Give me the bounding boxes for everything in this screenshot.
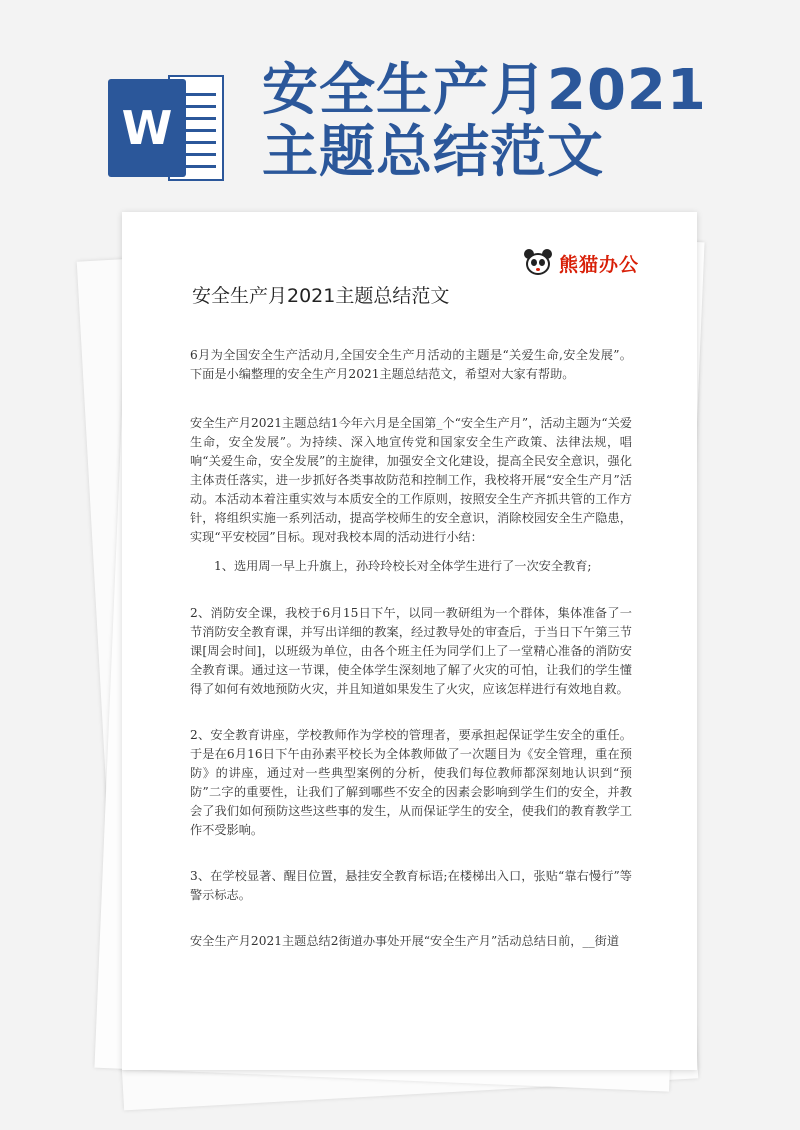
- paragraph-fire-safety: 2、消防安全课，我校于6月15日下午，以同一教研组为一个群体，集体准备了一节消防安全教育课，并写出详细的教案，经过教导处的审查后，于当日下午第三节课[周会时间]，以班级为单位，由各个班主任为同学们上了一堂精心准备的消防安全教育课。通过这一节课，使全体学生深刻地了解了火灾的可怕，让我们的学生懂得了如何有效地预防火灾，并且知道如果发生了火灾，应该怎样进行有效地自救。: [190, 606, 632, 696]
- document-page: [122, 212, 697, 1070]
- header-banner: [0, 0, 800, 210]
- brand-logo: [523, 246, 639, 280]
- page-title: 安全生产月2021主题总结范文: [192, 285, 450, 307]
- brand-name: 熊猫办公: [558, 253, 639, 276]
- paragraph-signage: 3、在学校显著、醒目位置，悬挂安全教育标语;在楼梯出入口，张贴“靠右慢行”等警示标志。: [190, 869, 632, 902]
- paragraph-item-1: 1、选用周一早上升旗上，孙玲玲校长对全体学生进行了一次安全教育;: [214, 559, 592, 573]
- document-title: 安全生产月2021主题总结范文: [262, 58, 707, 185]
- word-document-icon: [108, 75, 224, 181]
- paragraph-safety-lecture: 2、安全教育讲座，学校教师作为学校的管理者，要承担起保证学生安全的重任。于是在6月16日下午由孙素平校长为全体教师做了一次题目为《安全管理，重在预防》的讲座，通过对一些典型案例的分析，使我们每位教师都深刻地认识到“预防”二字的重要性，让我们了解到哪些不安全的因素会影响到学生们的安全，并教会了我们如何预防这些这些事的发生，从而保证学生的安全，使我们的教育教学工作不受影响。: [190, 728, 632, 837]
- paragraph-summary-2: 安全生产月2021主题总结2街道办事处开展“安全生产月”活动总结日前，__街道: [190, 934, 620, 948]
- document-body: [190, 346, 632, 951]
- paragraph-summary-1: 安全生产月2021主题总结1今年六月是全国第_个“安全生产月”，活动主题为“关爱生命，安全发展”。为持续、深入地宣传党和国家安全生产政策、法律法规，唱响“关爱生命，安全发展”的主旋律，加强安全文化建设，提高全民安全意识，强化主体责任落实，进一步抓好各类事故防范和控制工作，我校将开展“安全生产月”活动。本活动本着注重实效与本质安全的工作原则，按照安全生产齐抓共管的工作方针，将组织实施一系列活动，提高学校师生的安全意识，消除校园安全生产隐患，实现“平安校园”目标。现对我校本周的活动进行小结：: [190, 416, 632, 544]
- word-logo-letter: W: [108, 79, 186, 177]
- paragraph-intro: 6月为全国安全生产活动月,全国安全生产月活动的主题是“关爱生命,安全发展”。下面是小编整理的安全生产月2021主题总结范文，希望对大家有帮助。: [190, 348, 632, 381]
- panda-icon: [523, 249, 553, 277]
